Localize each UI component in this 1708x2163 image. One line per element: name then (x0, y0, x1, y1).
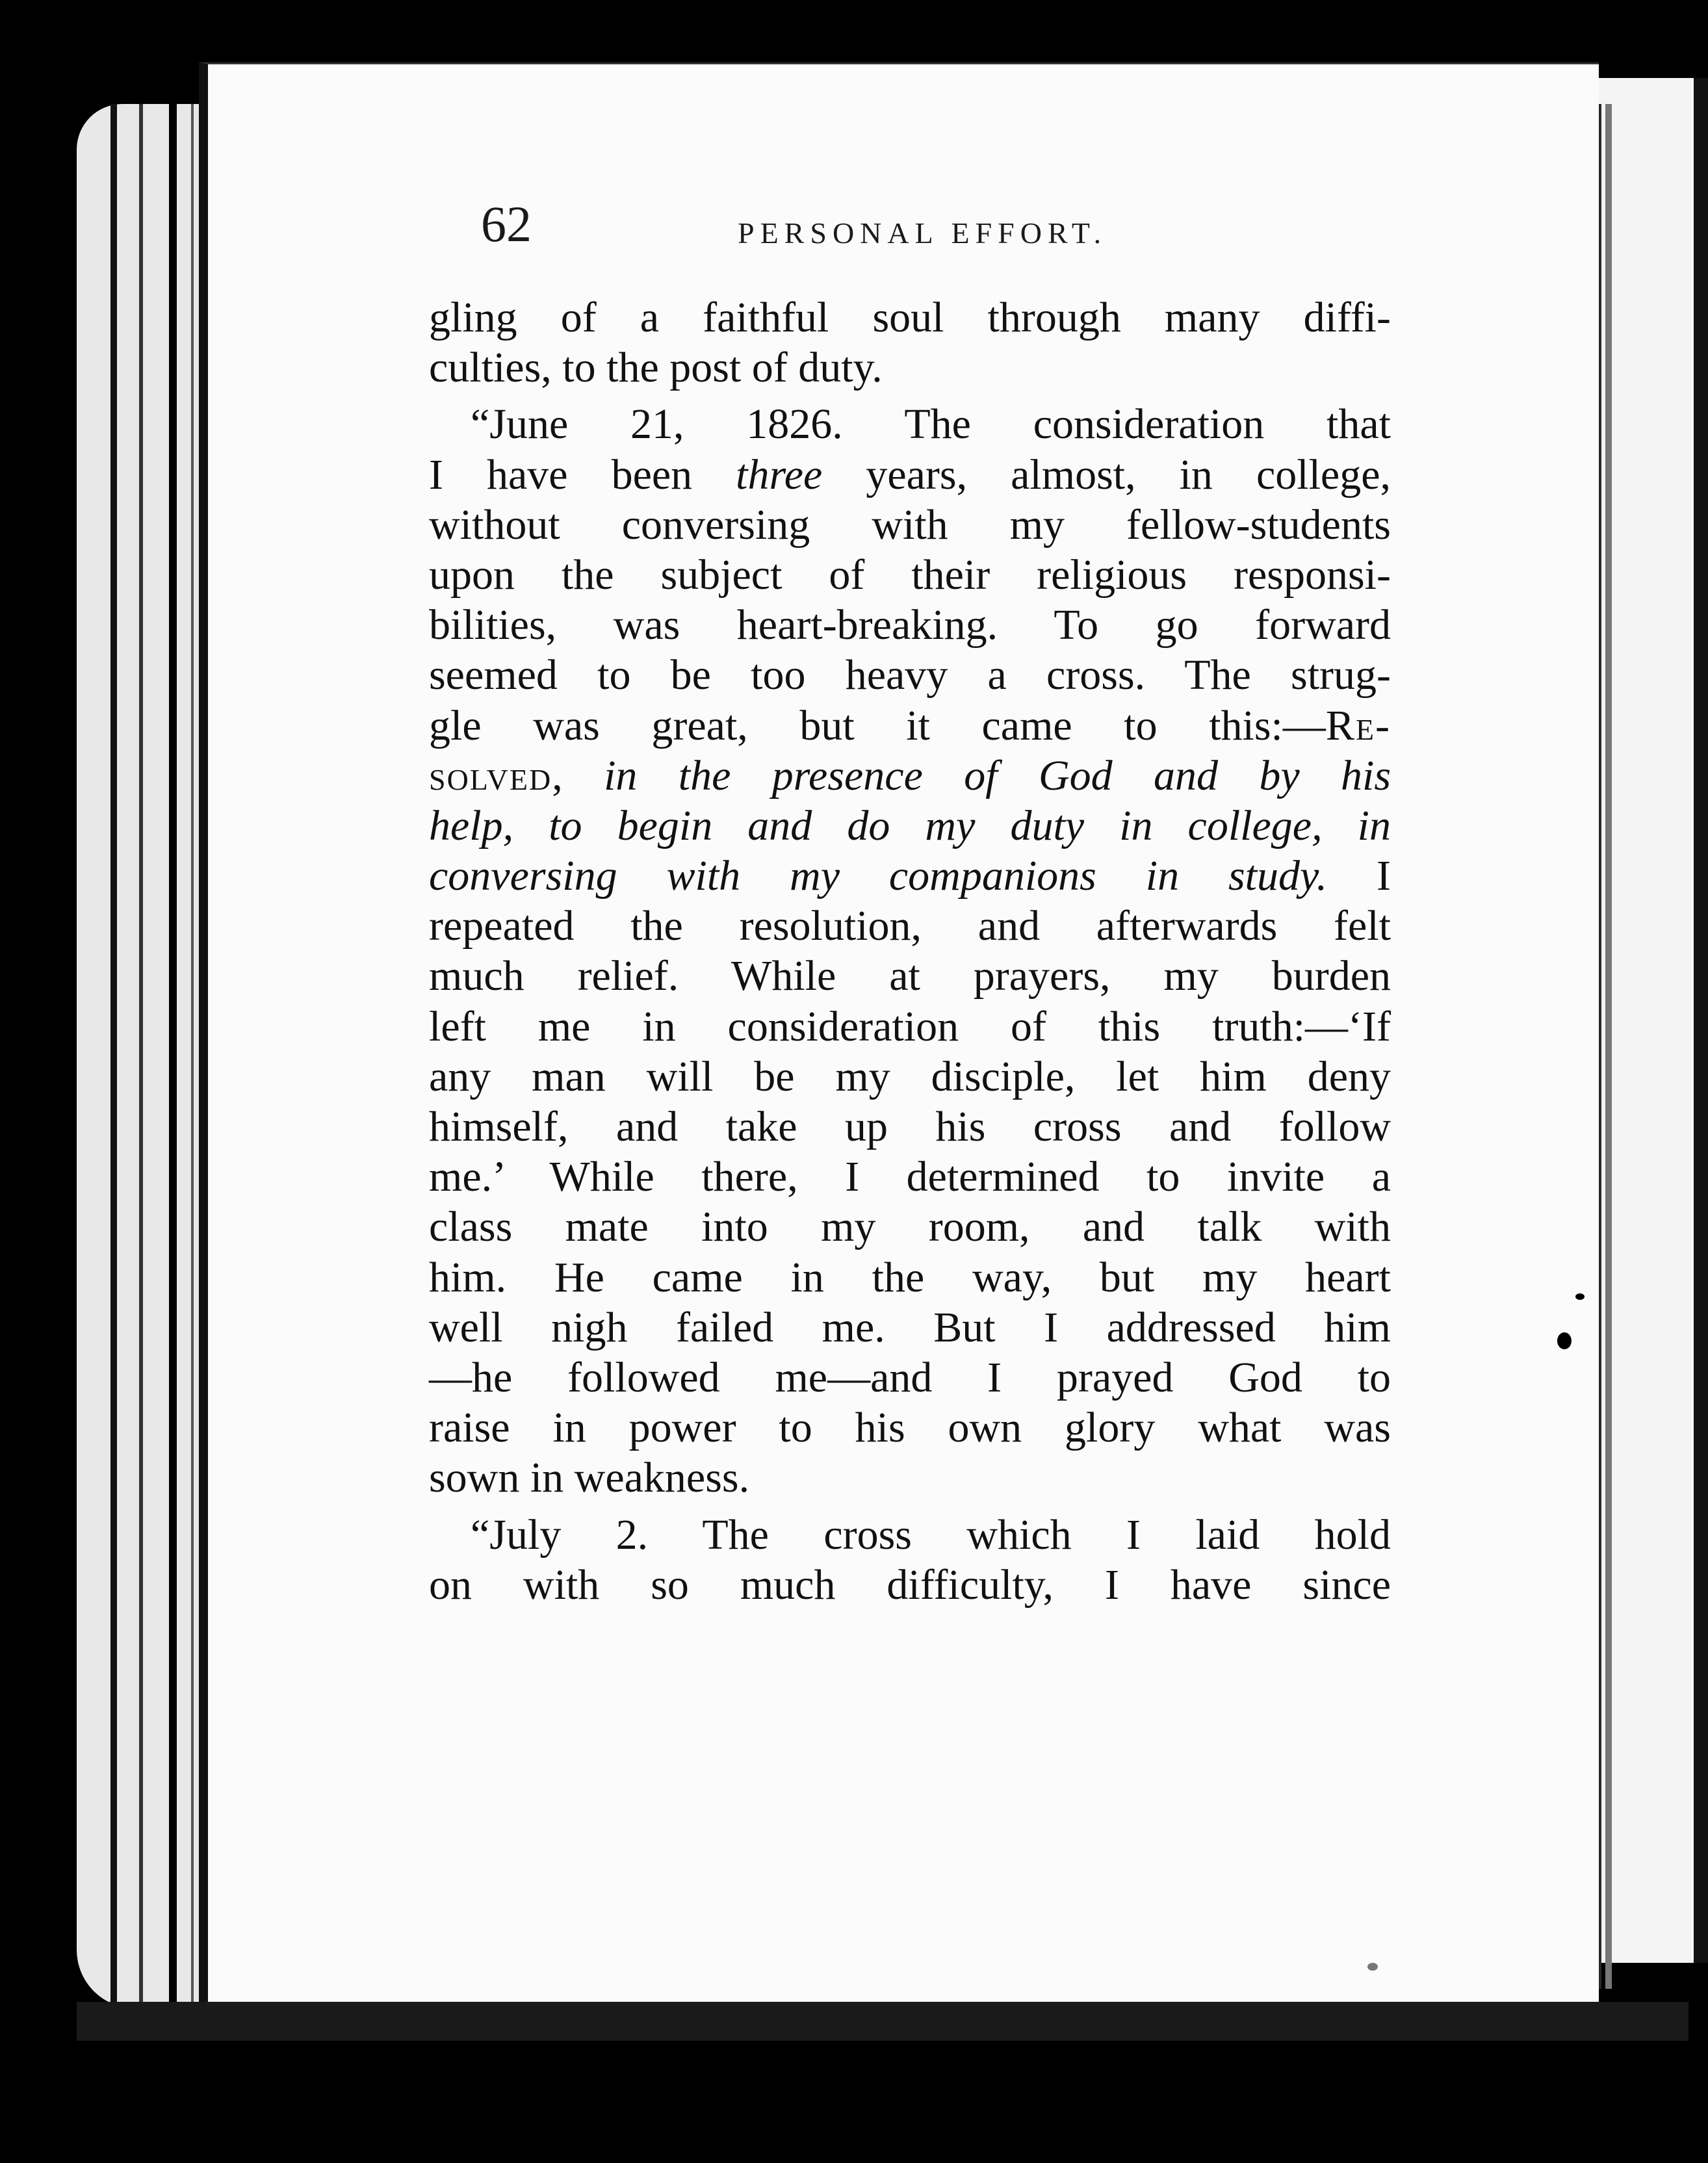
text-line: seemed to be too heavy a cross. The strug- (429, 651, 1391, 699)
text-line: himself, and take up his cross and follow (429, 1103, 1391, 1150)
text-line: “June 21, 1826. The consideration that (471, 400, 1391, 448)
text-line: —he followed me—and I prayed God to (429, 1353, 1391, 1401)
text-line: “July 2. The cross which I laid hold (471, 1510, 1391, 1559)
text-line: much relief. While at prayers, my burden (429, 952, 1391, 1000)
page-edge-line (191, 104, 194, 2008)
text-line: any man will be my disciple, let him deny (429, 1052, 1391, 1100)
scan-speck (1367, 1963, 1378, 1971)
page-edge-line (139, 104, 143, 2008)
scan-border (1694, 78, 1708, 1963)
text-line: him. He came in the way, but my heart (429, 1253, 1391, 1301)
book-binding-edge (77, 104, 207, 2008)
italic-text-line: help, to begin and do my duty in college, in (429, 801, 1391, 849)
book-bottom-edge (77, 2002, 1689, 2041)
text-line: on with so much difficulty, I have since (429, 1561, 1391, 1609)
text-line: gling of a faithful soul through many diffi- (429, 294, 1391, 341)
scan-speck (1575, 1293, 1585, 1300)
text-run: gle was great, but it came to this:— (429, 701, 1326, 749)
italic-text: three (736, 450, 823, 499)
text-line: bilities, was heart-breaking. To go forward (429, 601, 1391, 649)
text-line: class mate into my room, and talk with (429, 1203, 1391, 1251)
text-run: , (552, 751, 604, 799)
text-line: raise in power to his own glory what was (429, 1404, 1391, 1452)
text-line (429, 751, 1391, 801)
gutter-line (1605, 104, 1612, 1989)
running-head (481, 188, 1456, 260)
page-number: 62 (481, 196, 532, 252)
text-line: culties, to the post of duty. (429, 344, 883, 392)
text-line (429, 851, 1391, 901)
text-line: sown in weakness. (429, 1454, 750, 1502)
small-caps-text: solved (429, 751, 552, 799)
text-line (429, 450, 1391, 500)
text-line (429, 701, 1391, 751)
small-caps-text: Re- (1325, 701, 1391, 749)
text-line: upon the subject of their religious responsi- (429, 550, 1391, 599)
text-line: left me in consideration of this truth:—‘If (429, 1002, 1391, 1050)
text-run: I (1327, 852, 1391, 900)
italic-text: in the presence of God and by his (604, 751, 1391, 799)
text-line: well nigh failed me. But I addressed him (429, 1303, 1391, 1351)
text-line: repeated the resolution, and afterwards felt (429, 902, 1391, 950)
page-edge-line (169, 104, 177, 2008)
text-run: years, almost, in college, (822, 450, 1391, 499)
text-line: me.’ While there, I determined to invite a (429, 1153, 1391, 1201)
body-text (429, 292, 1391, 1610)
italic-text: conversing with my companions in study. (429, 852, 1328, 900)
text-line: without conversing with my fellow-students (429, 500, 1391, 549)
page-edge-line (110, 104, 117, 2008)
running-title: PERSONAL EFFORT. (738, 216, 1107, 250)
scan-speck (1557, 1332, 1572, 1349)
text-run: I have been (429, 450, 736, 499)
